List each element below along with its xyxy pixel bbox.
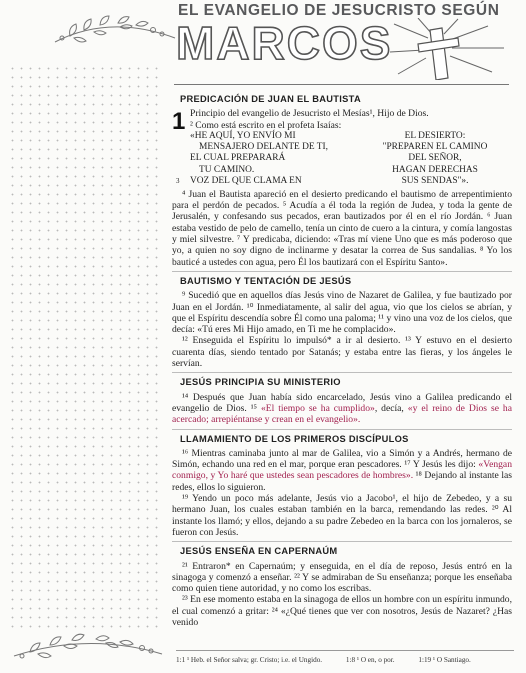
verse-text: ²¹ Entraron* en Capernaúm; y enseguida, en el día de reposo, Jesús entró en la sinagoga y comenzó a enseñar. ²² Y se admiraban de Su enseñanza; porque les enseñaba como quien tiene autoridad, y no como los escribas.: [172, 560, 512, 595]
words-of-jesus: «El tiempo se ha cumplido»: [260, 402, 375, 414]
section-rule: [172, 372, 512, 373]
verse-text: [172, 392, 512, 426]
section-heading: BAUTISMO Y TENTACIÓN DE JESÚS: [180, 275, 352, 286]
scripture-text: [172, 94, 512, 628]
section-rule: [172, 271, 512, 272]
poetry-line: TU CAMINO.: [199, 164, 255, 175]
section-heading: LLAMAMIENTO DE LOS PRIMEROS DISCÍPULOS: [180, 433, 409, 444]
section-rule: [172, 429, 512, 430]
poetry-line: "PREPAREN EL CAMINO: [382, 142, 488, 153]
verse-number: 3: [176, 176, 180, 185]
section-rule: [172, 541, 512, 542]
cross-icon: [388, 18, 508, 80]
verse-text: [172, 448, 512, 493]
poetry-line: EL DESIERTO:: [404, 130, 466, 141]
footnotes: [176, 650, 516, 664]
book-kicker: EL EVANGELIO DE JESUCRISTO SEGÚN: [178, 2, 500, 19]
footnote: 1:19 ¹ O Santiago.: [418, 656, 471, 664]
quotation-poetry: [172, 131, 512, 188]
section-heading: PREDICACIÓN DE JUAN EL BAUTISTA: [180, 94, 361, 104]
book-title: MARCOS: [176, 17, 393, 69]
chapter-number: 1: [172, 108, 186, 136]
verse-text: ² Como está escrito en el profeta Isaías:: [190, 119, 342, 131]
verse-span: ¹⁴ Después que Juan había sido encarcelado, Jesús vino a Galilea predicando el evangelio de Dios. ¹⁵: [172, 391, 512, 414]
poetry-line: EL CUAL PREPARARÁ: [190, 153, 286, 164]
footnote: 1:1 ¹ Heb. el Señor salva; gr. Cristo; i.e. el Ungido.: [176, 656, 323, 664]
poetry-line: VOZ DEL QUE CLAMA EN: [190, 176, 302, 187]
verse-span: ¹⁸ Dejando al instante las redes, ellos lo siguieron.: [172, 470, 512, 493]
poetry-line: MENSAJERO DELANTE DE TI,: [199, 142, 328, 153]
poetry-line: DEL SEÑOR,: [408, 153, 462, 164]
poetry-line: «HE AQUÍ, YO ENVÍO MI: [190, 130, 296, 141]
section-heading: JESÚS PRINCIPIA SU MINISTERIO: [180, 377, 341, 388]
footnote: 1:8 ¹ O en, o por.: [345, 656, 395, 664]
verse-text: ¹² Enseguida el Espíritu lo impulsó* a ir al desierto. ¹³ Y estuvo en el desierto cuarenta días, siendo tentado por Satanás; y estaba entre las fieras, y los ángeles le servían.: [172, 335, 512, 370]
poetry-right: [360, 131, 510, 187]
verse-text: ⁹ Sucedió que en aquellos días Jesús vino de Nazaret de Galilea, y fue bautizado por Juan en el Jordán. ¹⁰ Inmediatamente, al salir del agua, vio que los cielos se abrían, y que el Espíritu descendía sobre Él como una paloma; ¹¹ y vino una voz de los cielos, que decía: «Tú eres Mi Hijo amado, en Ti me he complacido».: [172, 290, 512, 336]
words-of-jesus: «Vengan conmigo, y Yo haré que ustedes sean pescadores de hombres».: [172, 459, 512, 482]
verse-span: , decía,: [374, 402, 408, 414]
poetry-left: [190, 131, 328, 187]
laurel-bottom-icon: [8, 626, 168, 670]
header-rule: [174, 84, 509, 85]
footnote-rule: [176, 650, 514, 651]
poetry-line: SUS SENDAS"».: [401, 176, 469, 187]
verse-text: ²³ En ese momento estaba en la sinagoga de ellos un hombre con un espíritu inmundo, el cual comenzó a gritar: ²⁴ «¿Qué tienes que ver con nosotros, Jesús de Nazaret? ¿Has venido: [172, 594, 512, 628]
verse-span: ¹⁶ Mientras caminaba junto al mar de Galilea, vio a Simón y a Andrés, hermano de Simón, echando una red en el mar, porque eran pescadores. ¹⁷ Y Jesús les dijo:: [172, 447, 512, 471]
words-of-jesus: «y el reino de Dios se ha acercado; arrepiéntanse y crean en el evangelio».: [172, 402, 512, 426]
verse-text: ⁴ Juan el Bautista apareció en el desierto predicando el bautismo de arrepentimiento para el perdón de pecados. ⁵ Acudía a él toda la región de Judea, y toda la gente de Jerusalén, y confesando sus pecados, eran bautizados por él en el río Jordán. ⁶ Juan estaba vestido de pelo de camello, tenía un cinto de cuero a la cintura, y comía langostas y miel silvestre. ⁷ Y predicaba, diciendo: «Tras mí viene Uno que es más poderoso que yo, a quien no soy digno de inclinarme y desatar la correa de Sus sandalias. ⁸ Yo los bauticé a ustedes con agua, pero Él los bautizará con el Espíritu Santo».: [172, 188, 512, 268]
verse-text: ¹⁹ Yendo un poco más adelante, Jesús vio a Jacobo¹, el hijo de Zebedeo, y a su hermano Juan, los cuales estaban también en la barca, remendando las redes. ²⁰ Al instante los llamó; y ellos, dejando a su padre Zebedeo en la barca con los jornaleros, se fueron con Jesús.: [172, 493, 512, 538]
laurel-top-icon: [50, 8, 180, 52]
verse-text: Principio del evangelio de Jesucristo el Mesías¹, Hijo de Dios.: [190, 108, 429, 120]
poetry-line: HAGAN DERECHAS: [392, 164, 478, 175]
journaling-dot-grid: [8, 64, 158, 629]
section-heading: JESÚS ENSEÑA EN CAPERNAÚM: [180, 546, 338, 557]
